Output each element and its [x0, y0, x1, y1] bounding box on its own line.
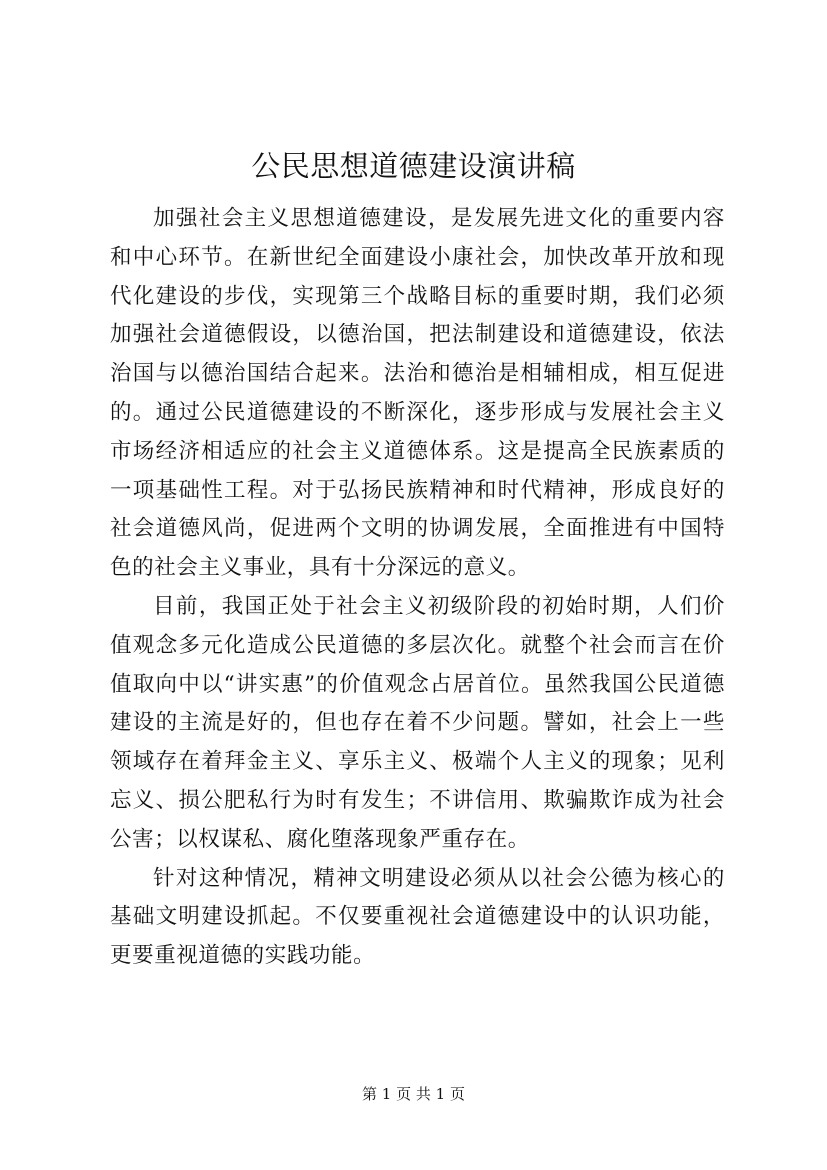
document-title: 公民思想道德建设演讲稿 — [251, 149, 576, 183]
document-body — [110, 200, 725, 976]
page-footer: 第 1 页 共 1 页 — [362, 1085, 465, 1103]
paragraph-3: 针对这种情况，精神文明建设必须从以社会公德为核心的基础文明建设抓起。不仅要重视社会道德建设中的认识功能，更要重视道德的实践功能。 — [110, 865, 725, 969]
paragraph-2: 目前，我国正处于社会主义初级阶段的初始时期，人们价值观念多元化造成公民道德的多层次化。就整个社会而言在价值取向中以“讲实惠”的价值观念占居首位。虽然我国公民道德建设的主流是好的，但也存在着不少问题。譬如，社会上一些领域存在着拜金主义、享乐主义、极端个人主义的现象；见利忘义、损公肥私行为时有发生；不讲信用、欺骗欺诈成为社会公害；以权谋私、腐化堕落现象严重存在。 — [110, 593, 725, 852]
paragraph-1: 加强社会主义思想道德建设，是发展先进文化的重要内容和中心环节。在新世纪全面建设小康社会，加快改革开放和现代化建设的步伐，实现第三个战略目标的重要时期，我们必须加强社会道德假设，以德治国，把法制建设和道德建设，依法治国与以德治国结合起来。法治和德治是相辅相成，相互促进的。通过公民道德建设的不断深化，逐步形成与发展社会主义市场经济相适应的社会主义道德体系。这是提高全民族素质的一项基础性工程。对于弘扬民族精神和时代精神，形成良好的社会道德风尚，促进两个文明的协调发展，全面推进有中国特色的社会主义事业，具有十分深远的意义。 — [110, 206, 725, 581]
